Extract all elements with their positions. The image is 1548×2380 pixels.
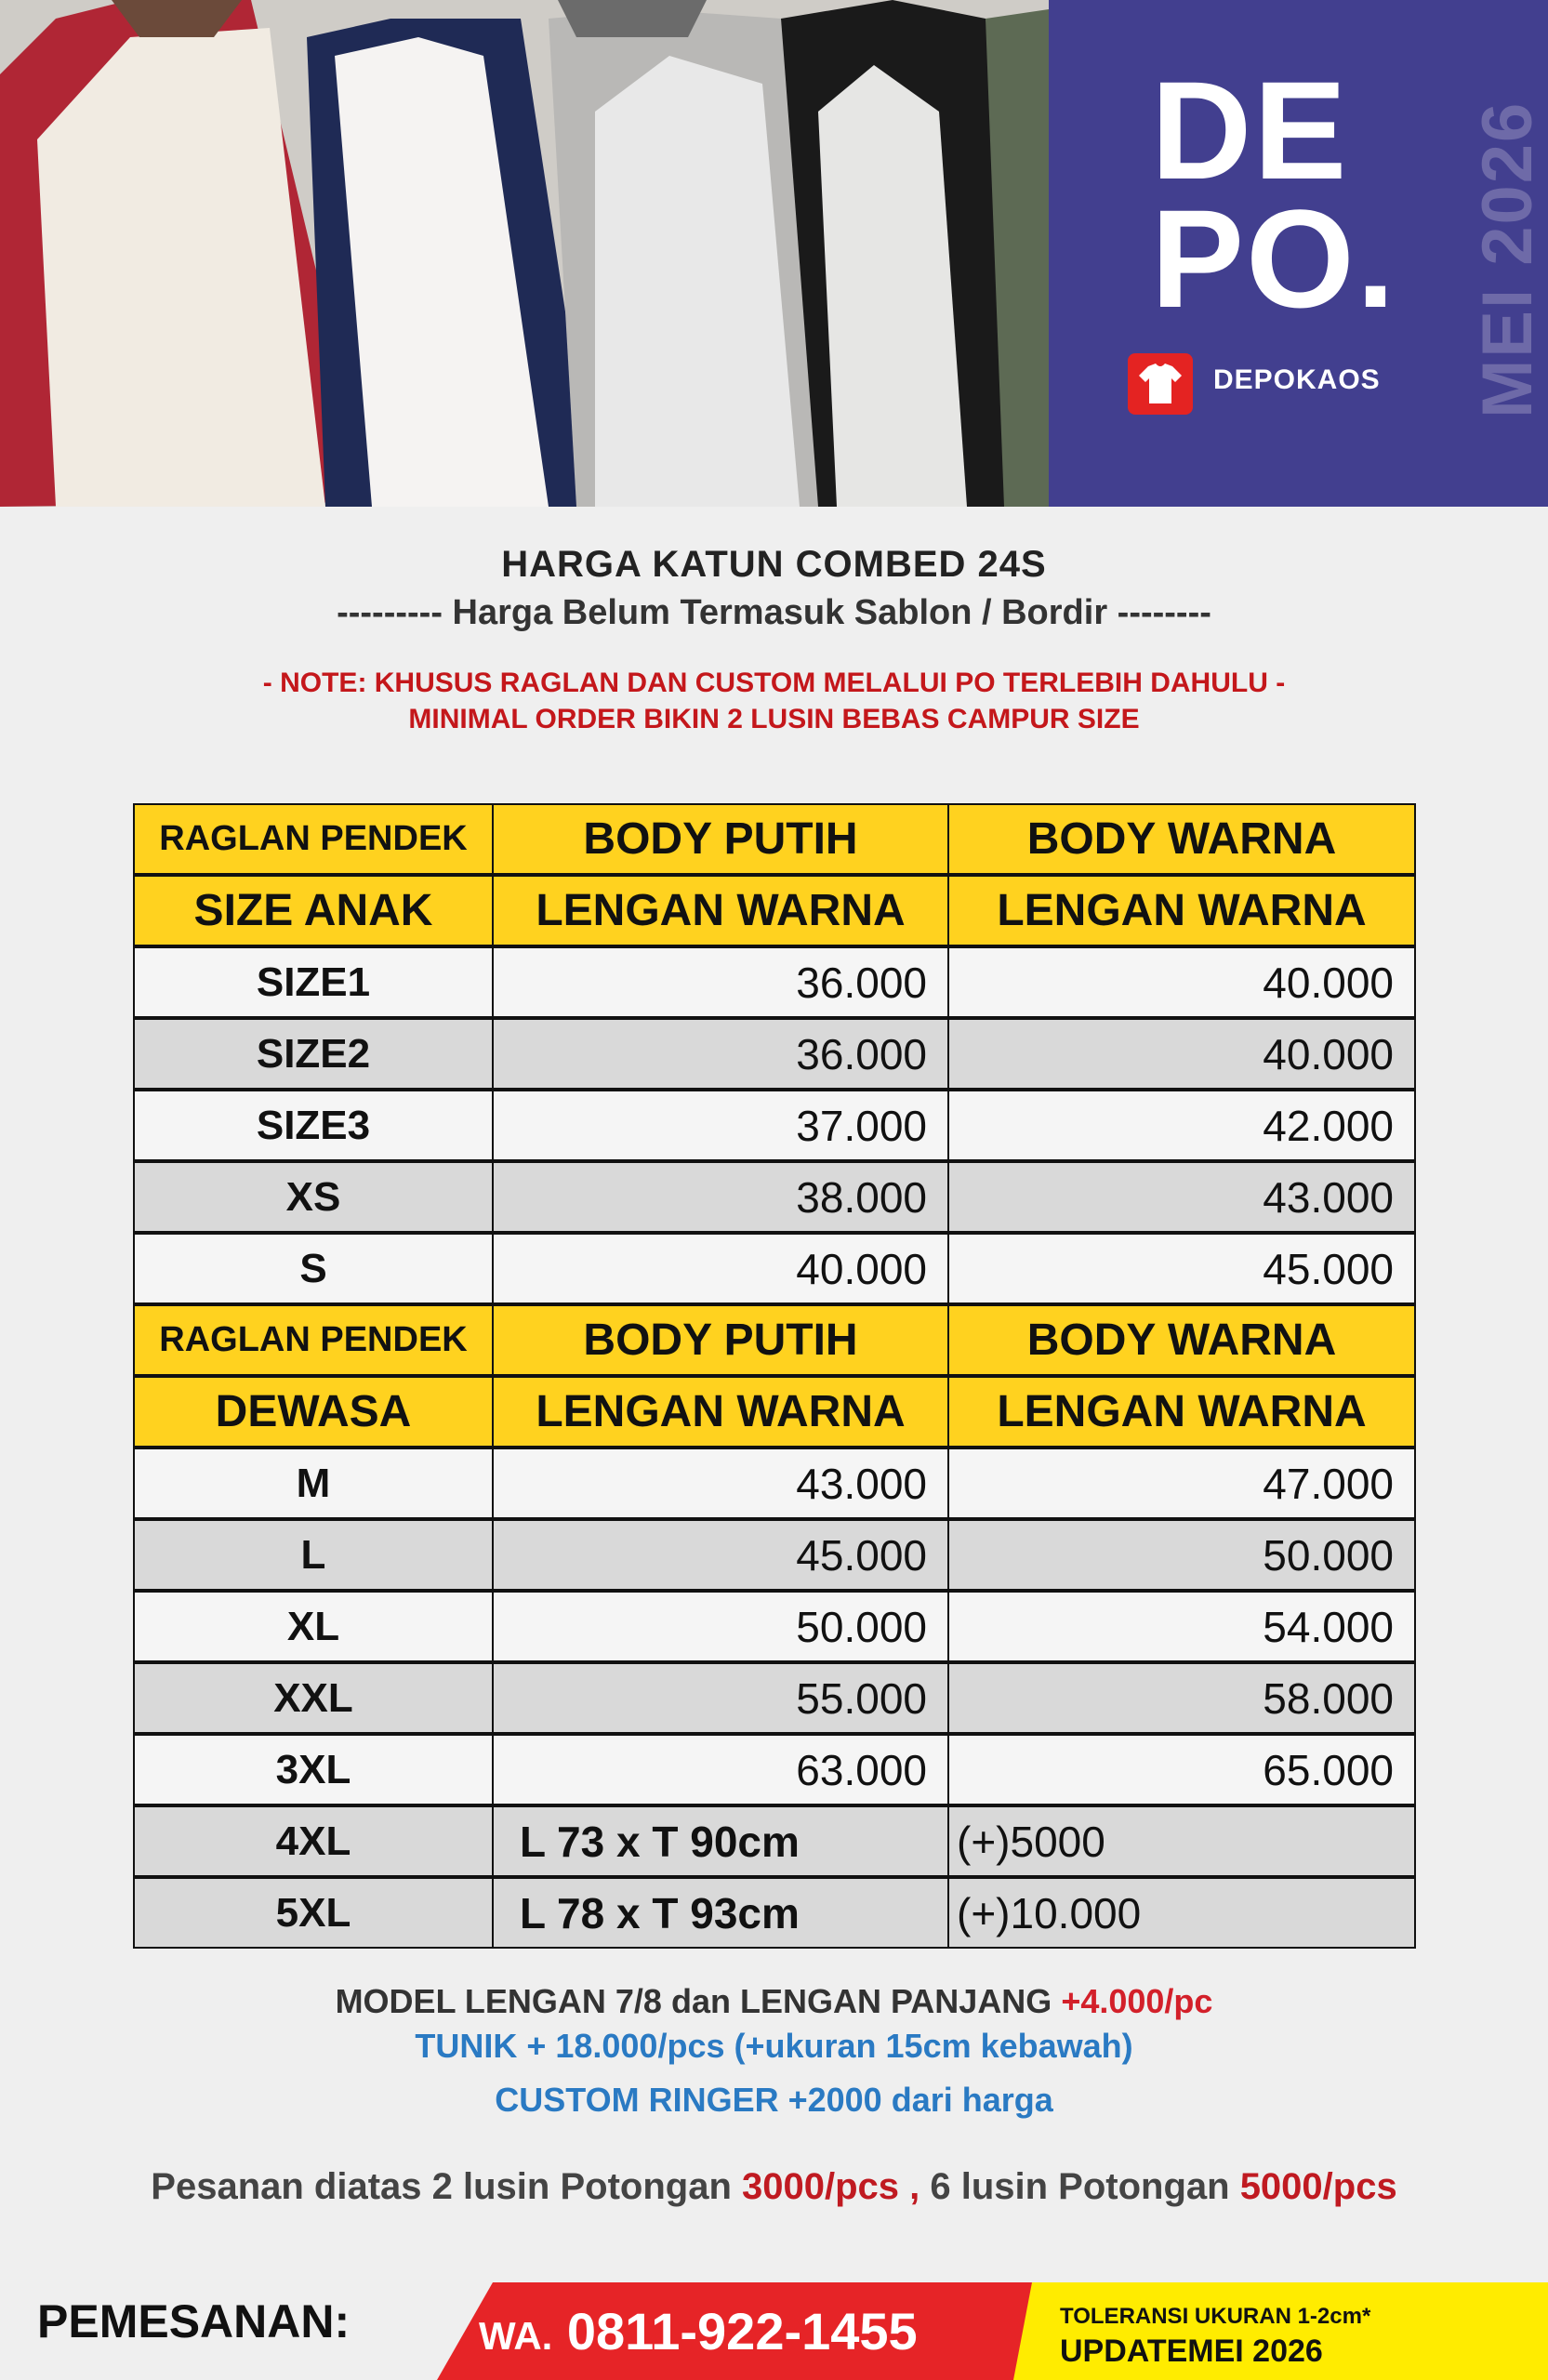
brand-name: DEPOKAOS xyxy=(1213,364,1381,395)
note-line-2: MINIMAL ORDER BIKIN 2 LUSIN BEBAS CAMPUR SIZE xyxy=(408,704,1140,734)
price-cell: 45.000 xyxy=(947,1233,1416,1304)
table-row xyxy=(134,1592,1417,1663)
size-cell: S xyxy=(133,1233,494,1304)
surcharge-cell: (+)10.000 xyxy=(947,1877,1416,1949)
note-line-1: - NOTE: KHUSUS RAGLAN DAN CUSTOM MELALUI PO TERLEBIH DAHULU - xyxy=(262,668,1286,698)
sleeve-option-line xyxy=(0,1982,1548,2021)
tunik-line: TUNIK + 18.000/pcs (+ukuran 15cm kebawah) xyxy=(415,2027,1133,2065)
price-cell: 55.000 xyxy=(492,1662,949,1734)
page-subtitle: --------- Harga Belum Termasuk Sablon / Bordir -------- xyxy=(337,593,1211,632)
header-cell: BODY WARNA xyxy=(947,1304,1416,1376)
price-cell: 63.000 xyxy=(492,1734,949,1805)
dimension-cell: L 73 x T 90cm xyxy=(492,1805,949,1877)
header-cell: DEWASA xyxy=(133,1376,494,1448)
brand-panel xyxy=(1049,0,1548,507)
table-row xyxy=(134,1019,1417,1091)
table-header-row xyxy=(134,1377,1417,1448)
ringer-line: CUSTOM RINGER +2000 dari harga xyxy=(495,2081,1053,2119)
logo-line-2: PO. xyxy=(1151,180,1397,337)
size-cell: SIZE3 xyxy=(133,1090,494,1161)
update-text: UPDATEMEI 2026 xyxy=(1060,2334,1323,2369)
price-cell: 50.000 xyxy=(492,1591,949,1662)
header-cell: LENGAN WARNA xyxy=(947,1376,1416,1448)
size-cell: 5XL xyxy=(133,1877,494,1949)
price-cell: 50.000 xyxy=(947,1519,1416,1591)
price-cell: 38.000 xyxy=(492,1161,949,1233)
header-cell: BODY PUTIH xyxy=(492,803,949,875)
price-cell: 43.000 xyxy=(492,1448,949,1519)
table-header-row xyxy=(134,804,1417,876)
price-cell: 40.000 xyxy=(492,1233,949,1304)
size-cell: XS xyxy=(133,1161,494,1233)
vertical-date: MEI 2026 xyxy=(1468,100,1547,418)
whatsapp-number[interactable] xyxy=(479,2301,918,2361)
tshirts-illustration xyxy=(0,0,1049,507)
price-cell: 36.000 xyxy=(492,946,949,1018)
size-cell: 4XL xyxy=(133,1805,494,1877)
header-cell: LENGAN WARNA xyxy=(947,875,1416,946)
price-cell: 42.000 xyxy=(947,1090,1416,1161)
surcharge-cell: (+)5000 xyxy=(947,1805,1416,1877)
table-row xyxy=(134,1878,1417,1950)
price-cell: 47.000 xyxy=(947,1448,1416,1519)
price-cell: 65.000 xyxy=(947,1734,1416,1805)
whatsapp-prefix: WA. xyxy=(479,2314,553,2358)
table-row xyxy=(134,1663,1417,1735)
table-row xyxy=(134,1162,1417,1234)
size-cell: L xyxy=(133,1519,494,1591)
table-header-row xyxy=(134,1305,1417,1377)
price-cell: 58.000 xyxy=(947,1662,1416,1734)
size-cell: 3XL xyxy=(133,1734,494,1805)
size-cell: SIZE2 xyxy=(133,1018,494,1090)
table-row xyxy=(134,1806,1417,1878)
whatsapp-digits: 0811-922-1455 xyxy=(566,2302,918,2360)
dimension-cell: L 78 x T 93cm xyxy=(492,1877,949,1949)
size-cell: M xyxy=(133,1448,494,1519)
table-row xyxy=(134,947,1417,1019)
table-row xyxy=(134,1735,1417,1806)
discount-text-b: 6 lusin Potongan xyxy=(920,2166,1240,2207)
sleeve-option-text: MODEL LENGAN 7/8 dan LENGAN PANJANG xyxy=(335,1982,1062,2020)
discount-value-a: 3000/pcs , xyxy=(741,2166,920,2207)
price-cell: 36.000 xyxy=(492,1018,949,1090)
discount-value-b: 5000/pcs xyxy=(1239,2166,1397,2207)
price-cell: 54.000 xyxy=(947,1591,1416,1662)
size-cell: SIZE1 xyxy=(133,946,494,1018)
table-header-row xyxy=(134,876,1417,947)
discount-line xyxy=(0,2166,1548,2208)
price-cell: 45.000 xyxy=(492,1519,949,1591)
price-cell: 37.000 xyxy=(492,1090,949,1161)
price-cell: 43.000 xyxy=(947,1161,1416,1233)
header-cell: SIZE ANAK xyxy=(133,875,494,946)
size-cell: XL xyxy=(133,1591,494,1662)
header-cell: BODY PUTIH xyxy=(492,1304,949,1376)
price-cell: 40.000 xyxy=(947,1018,1416,1090)
header-cell: RAGLAN PENDEK xyxy=(133,1304,494,1376)
table-row xyxy=(134,1234,1417,1305)
price-table xyxy=(134,804,1417,1952)
table-row xyxy=(134,1520,1417,1592)
table-row xyxy=(134,1448,1417,1520)
header-cell: LENGAN WARNA xyxy=(492,1376,949,1448)
order-label: PEMESANAN: xyxy=(37,2295,351,2347)
size-cell: XXL xyxy=(133,1662,494,1734)
tolerance-text: TOLERANSI UKURAN 1-2cm* xyxy=(1060,2304,1371,2329)
sleeve-option-price: +4.000/pc xyxy=(1061,1982,1213,2020)
header-cell: BODY WARNA xyxy=(947,803,1416,875)
header-cell: LENGAN WARNA xyxy=(492,875,949,946)
page-title: HARGA KATUN COMBED 24S xyxy=(501,544,1047,585)
discount-text-a: Pesanan diatas 2 lusin Potongan xyxy=(151,2166,742,2207)
hero-photo xyxy=(0,0,1049,507)
price-cell: 40.000 xyxy=(947,946,1416,1018)
tshirt-icon xyxy=(1128,353,1193,415)
header-cell: RAGLAN PENDEK xyxy=(133,803,494,875)
logo-line-1: DE xyxy=(1151,52,1349,208)
table-row xyxy=(134,1091,1417,1162)
